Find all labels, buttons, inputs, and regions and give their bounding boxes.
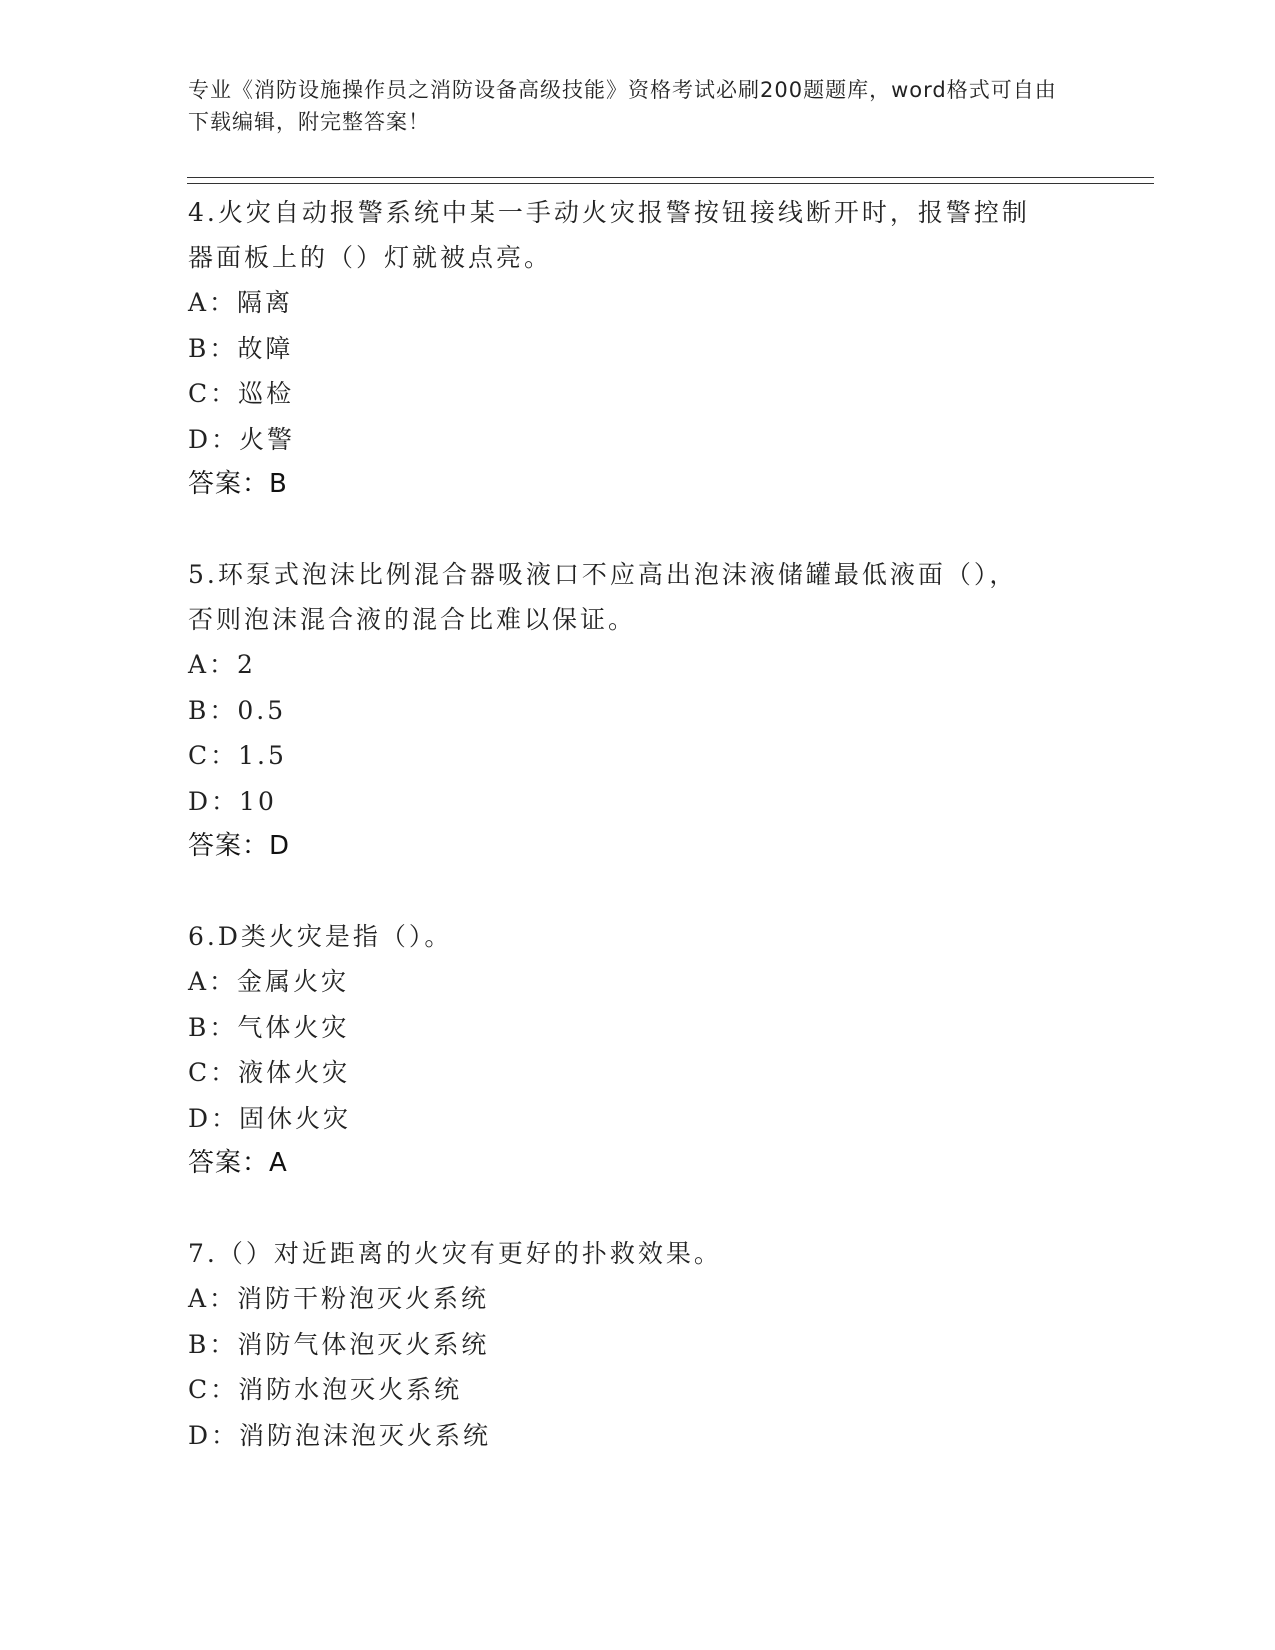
question-stem-line: 5.环泵式泡沫比例混合器吸液口不应高出泡沫液储罐最低液面（）， — [188, 560, 1018, 589]
question-stem-line: 7.（）对近距离的火灾有更好的扑救效果。 — [188, 1239, 722, 1268]
option-b: B：气体火灾 — [188, 1012, 350, 1042]
answer: 答案：D — [188, 831, 291, 861]
option-c: C：液体火灾 — [188, 1058, 351, 1087]
question-spacer — [188, 507, 1068, 552]
answer: 答案：A — [188, 1148, 288, 1178]
question-spacer — [188, 869, 1068, 914]
option-d: D：固休火灾 — [188, 1103, 352, 1133]
question-5 — [188, 552, 1068, 869]
option-c: C：1.5 — [188, 741, 287, 770]
question-stem-line: 6.D类火灾是指（）。 — [188, 922, 453, 951]
option-a: A：消防干粉泡灭火系统 — [188, 1284, 490, 1313]
header-divider-top — [187, 177, 1154, 178]
question-7 — [188, 1231, 1068, 1458]
question-4 — [188, 190, 1068, 507]
option-a: A：隔离 — [188, 288, 294, 317]
option-b: B：故障 — [188, 333, 294, 363]
question-list — [188, 190, 1068, 1458]
option-d: D：消防泡沫泡灭火系统 — [188, 1420, 492, 1450]
question-stem-line: 器面板上的（）灯就被点亮。 — [188, 243, 553, 272]
option-b: B：消防气体泡灭火系统 — [188, 1329, 490, 1359]
option-c: C：巡检 — [188, 379, 295, 408]
question-stem-line: 否则泡沫混合液的混合比难以保证。 — [188, 605, 637, 634]
option-c: C：消防水泡灭火系统 — [188, 1375, 463, 1404]
question-6 — [188, 914, 1068, 1186]
option-b: B：0.5 — [188, 695, 287, 725]
header-divider-bottom — [187, 183, 1154, 184]
option-d: D：火警 — [188, 424, 296, 454]
answer: 答案：B — [188, 469, 288, 499]
question-stem-line: 4.火灾自动报警系统中某一手动火灾报警按钮接线断开时，报警控制 — [188, 198, 1030, 227]
question-spacer — [188, 1186, 1068, 1231]
option-d: D：10 — [188, 786, 277, 816]
option-a: A：金属火灾 — [188, 967, 350, 996]
document-header: 专业《消防设施操作员之消防设备高级技能》资格考试必刷200题题库，word格式可自由下载编辑，附完整答案！ — [188, 78, 1057, 134]
option-a: A：2 — [188, 650, 256, 679]
